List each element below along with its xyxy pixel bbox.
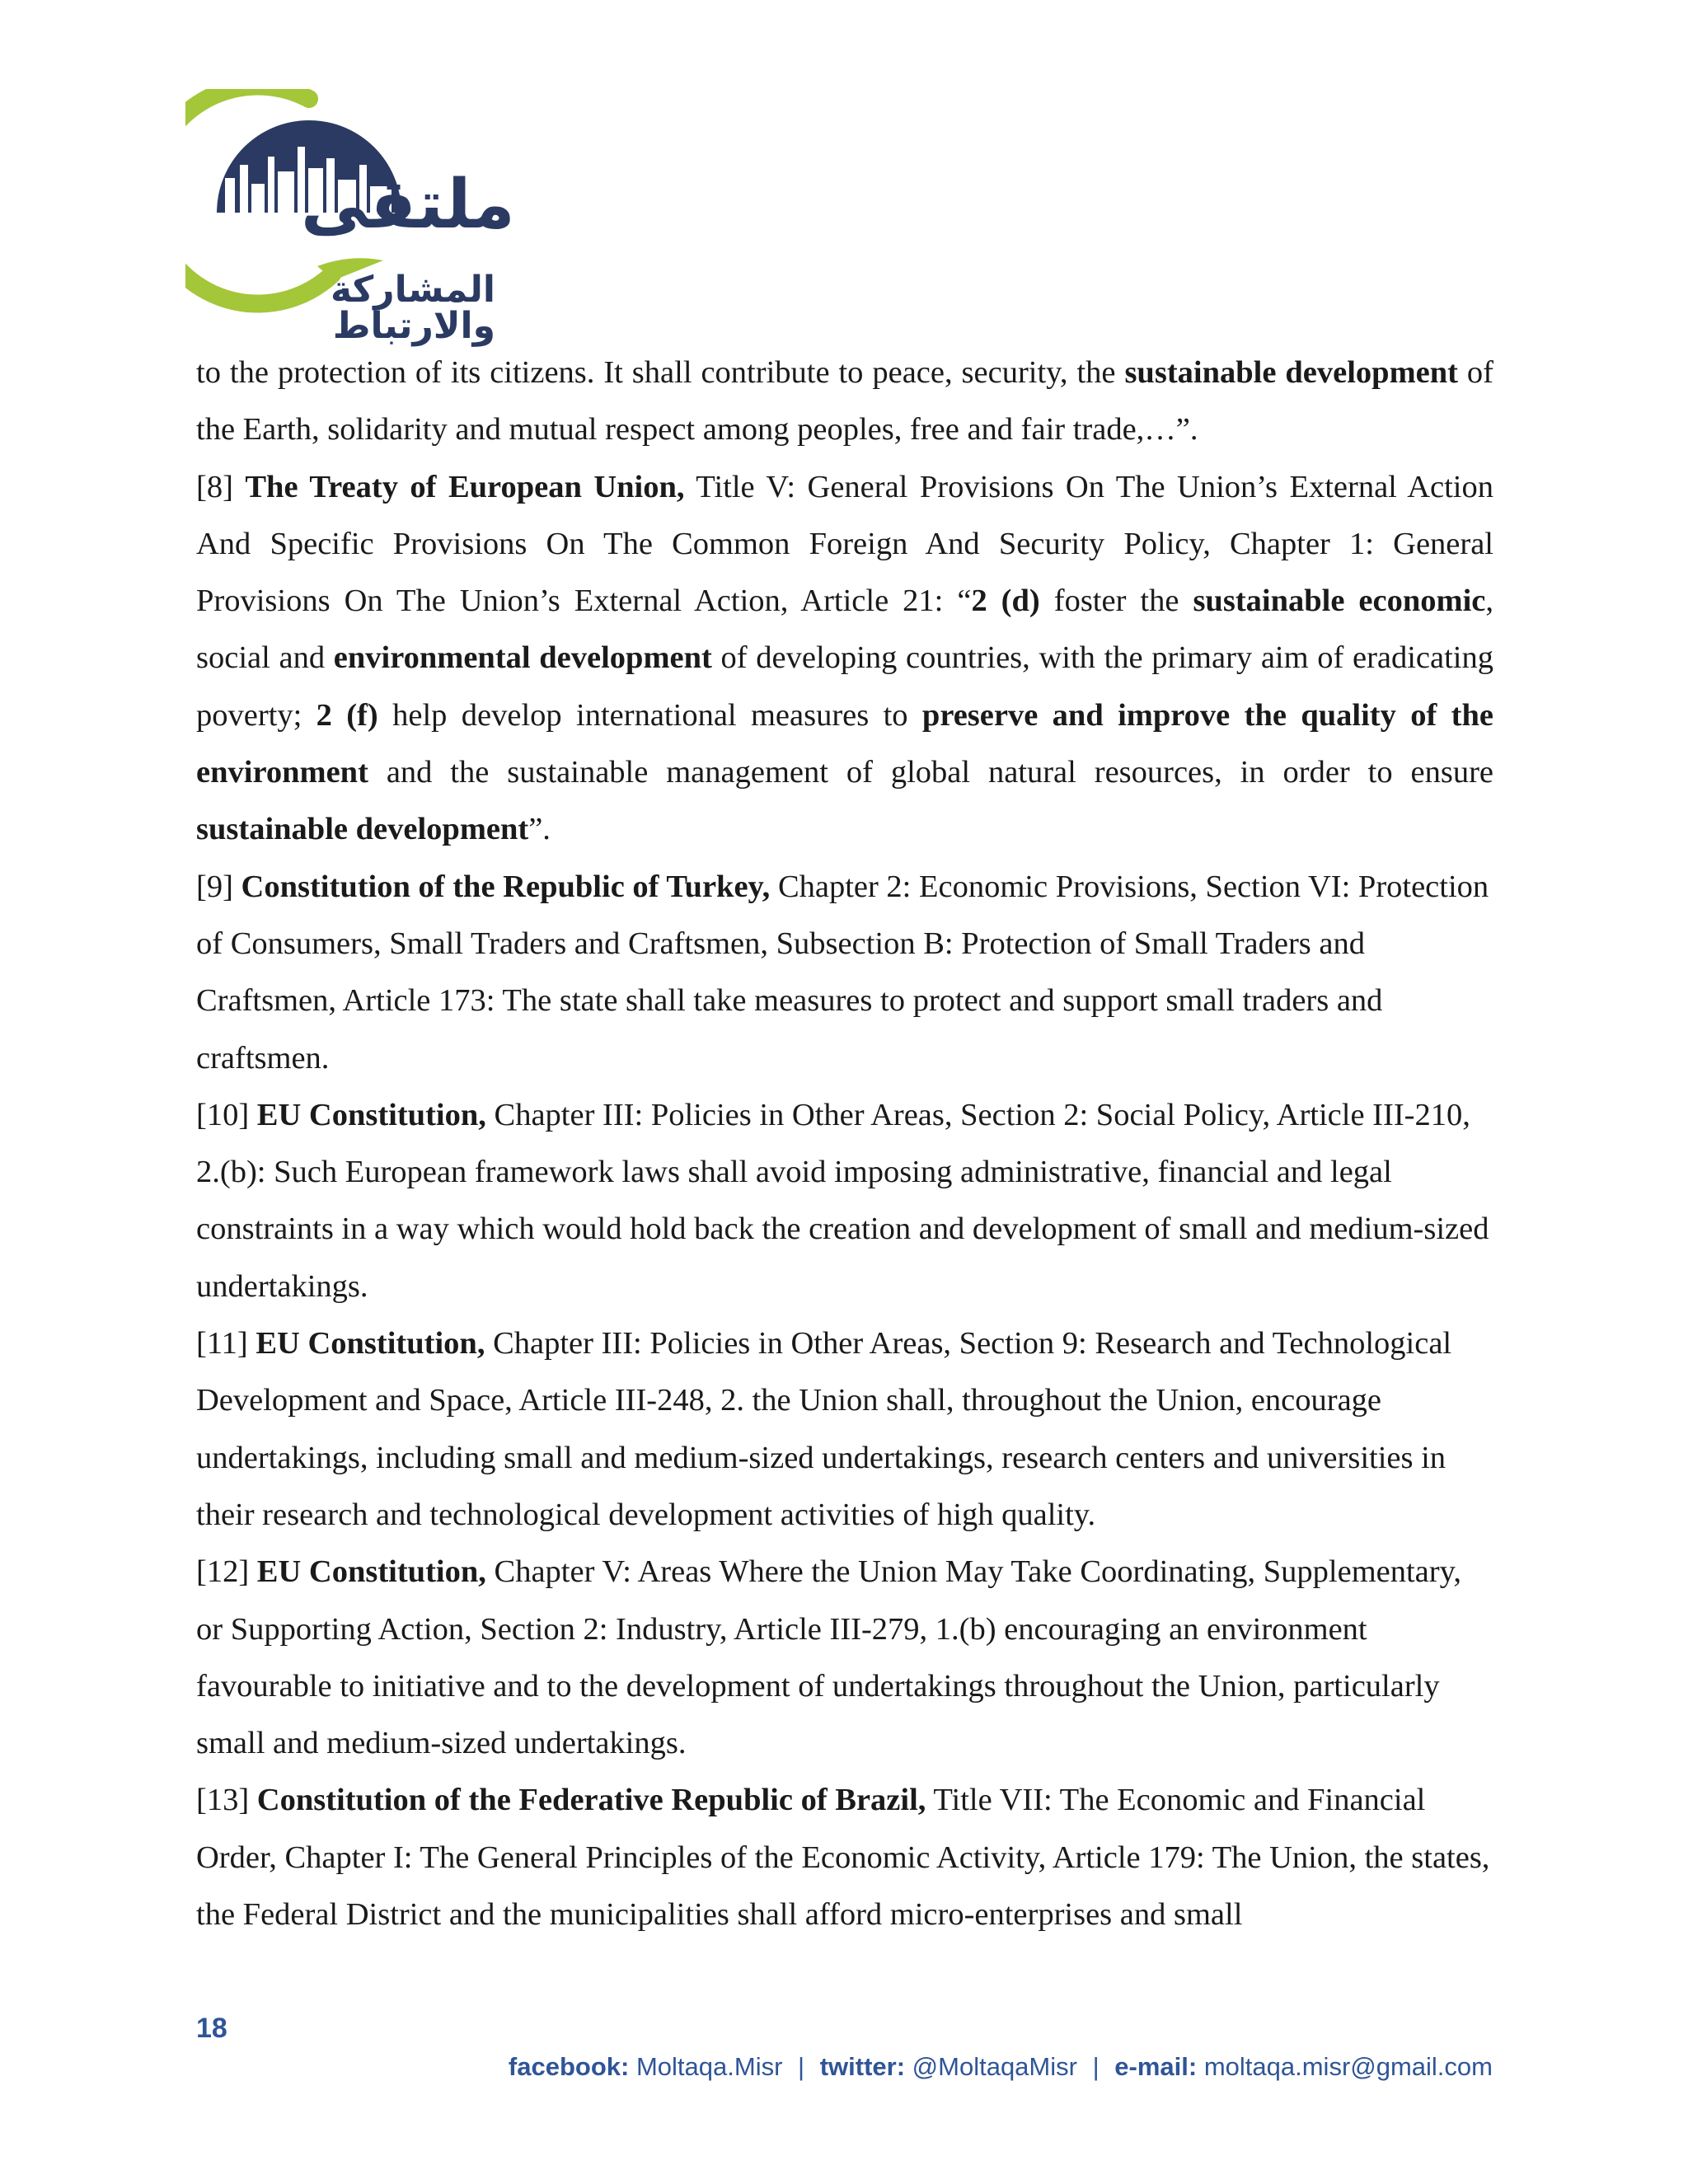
- text-run: , social and: [196, 583, 1494, 676]
- text-run: [8]: [196, 469, 246, 504]
- paragraph: [196, 1772, 1493, 1943]
- text-run: Title V: General Provisions On The Union’s External Action And Specific Provisions On The Common Foreign And Security Policy, Chapter 1: General Provisions On The Union’s External Action, Article 21: “: [196, 469, 1493, 619]
- bold-text-run: sustainable economic: [1193, 583, 1486, 619]
- bold-text-run: The Treaty of European Union,: [245, 469, 685, 504]
- bold-text-run: Constitution of the Federative Republic of Brazil,: [256, 1783, 926, 1818]
- twitter-label: twitter:: [819, 2052, 906, 2081]
- facebook-handle[interactable]: Moltaqa.Misr: [635, 2052, 783, 2081]
- text-run: [10]: [196, 1097, 257, 1132]
- bold-text-run: 2 (d): [971, 583, 1040, 619]
- text-run: Title VII: The Economic and Financial Order, Chapter I: The General Principles of the Economic Activity, Article 179: The Union, the states, the Federal District and the municipalities shall afford micro-enterprises and small: [196, 1783, 1490, 1933]
- text-run: Chapter 2: Economic Provisions, Section VI: Protection of Consumers, Small Traders and Craftsmen, Subsection B: Protection of Small Traders and Craftsmen, Article 173: The state shall take measures to protect and support small traders and craftsmen.: [196, 869, 1489, 1076]
- bold-text-run: Constitution of the Republic of Turkey,: [241, 869, 771, 904]
- document-body: [196, 344, 1493, 1943]
- text-run: Chapter V: Areas Where the Union May Take Coordinating, Supplementary, or Supporting Action, Section 2: Industry, Article III-279, 1.(b) encouraging an environment favourable to initiative and to the development of undertakings throughout the Union, particularly small and medium-sized undertakings.: [196, 1554, 1461, 1761]
- page-number: 18: [196, 2013, 227, 2044]
- paragraph: [196, 344, 1493, 459]
- text-run: of the Earth, solidarity and mutual respect among peoples, free and fair trade,…”.: [196, 355, 1493, 448]
- text-run: ”.: [528, 812, 551, 847]
- paragraph: [196, 859, 1493, 1087]
- bold-text-run: sustainable development: [196, 812, 529, 847]
- text-run: [9]: [196, 869, 241, 904]
- bold-text-run: environmental development: [333, 640, 712, 676]
- email-address[interactable]: moltaqa.misr@gmail.com: [1203, 2052, 1493, 2081]
- bold-text-run: 2 (f): [316, 697, 378, 733]
- text-run: of developing countries, with the primary aim of eradicating poverty;: [196, 640, 1493, 733]
- bold-text-run: EU Constitution,: [256, 1554, 486, 1590]
- bold-text-run: EU Constitution,: [256, 1326, 485, 1361]
- text-run: Chapter III: Policies in Other Areas, Section 9: Research and Technological Development and Space, Article III-248, 2. the Union shall, throughout the Union, encourage undertakings, including small and medium-sized undertakings, research centers and universities in their research and technological development activities of high quality.: [196, 1326, 1452, 1532]
- text-run: [13]: [196, 1783, 257, 1818]
- moltaqa-logo: [185, 89, 515, 347]
- paragraph: [196, 1087, 1493, 1315]
- twitter-handle[interactable]: @MoltaqaMisr: [912, 2052, 1077, 2081]
- logo-arabic-subtitle: المشاركة والارتباط: [331, 269, 495, 347]
- paragraph: [196, 1315, 1493, 1544]
- text-run: foster the: [1039, 583, 1193, 619]
- logo-arabic-title: ملتقى: [301, 166, 515, 244]
- paragraph: [196, 1544, 1493, 1772]
- bold-text-run: preserve and improve the quality of the environment: [196, 697, 1493, 790]
- text-run: help develop international measures to: [377, 697, 922, 733]
- footer-separator: |: [1092, 2052, 1100, 2081]
- text-run: [12]: [196, 1554, 257, 1590]
- text-run: [11]: [196, 1326, 256, 1361]
- paragraph: [196, 459, 1493, 859]
- bold-text-run: sustainable development: [1124, 355, 1458, 390]
- facebook-label: facebook:: [508, 2052, 630, 2081]
- footer-contacts: [509, 2052, 1493, 2082]
- bold-text-run: EU Constitution,: [256, 1097, 486, 1132]
- text-run: to the protection of its citizens. It shall contribute to peace, security, the: [196, 355, 1125, 390]
- text-run: and the sustainable management of global natural resources, in order to ensure: [368, 755, 1493, 790]
- email-label: e-mail:: [1114, 2052, 1198, 2081]
- footer-separator: |: [798, 2052, 805, 2081]
- text-run: Chapter III: Policies in Other Areas, Section 2: Social Policy, Article III-210, 2.(b): Such European framework laws shall avoid imposing administrative, financial and legal constraints in a way which would hold back the creation and development of small and medium-sized undertakings.: [196, 1097, 1489, 1304]
